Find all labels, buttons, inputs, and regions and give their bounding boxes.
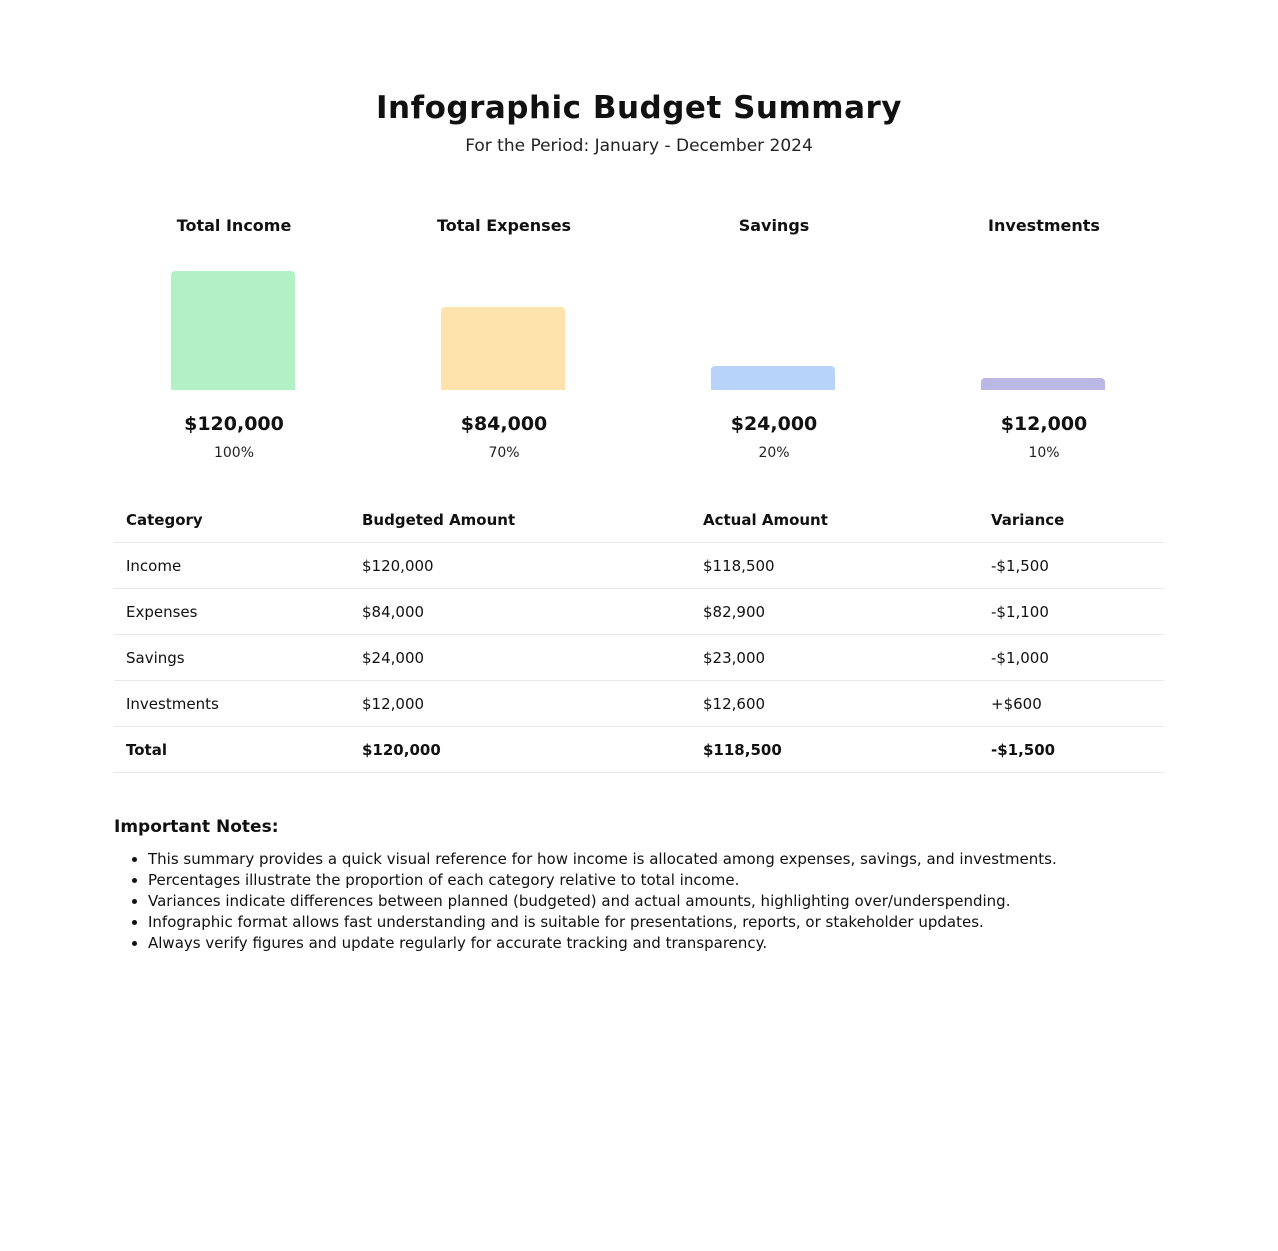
table-cell: $12,000 — [350, 681, 691, 727]
table-row — [114, 543, 1164, 589]
bar-area — [924, 248, 1164, 390]
list-item: • Infographic format allows fast understanding and is suitable for presentations, reports, or stakeholder updates. — [148, 912, 1164, 933]
card-savings — [654, 214, 894, 461]
table-cell: $24,000 — [350, 635, 691, 681]
table-cell: $23,000 — [691, 635, 979, 681]
page-subtitle: For the Period: January - December 2024 — [465, 136, 813, 156]
card-total-income — [114, 214, 354, 461]
bar-area — [114, 248, 354, 390]
bar-total-income — [171, 271, 295, 390]
table-row — [114, 681, 1164, 727]
budget-chart — [114, 214, 1164, 461]
column-header: Actual Amount — [691, 497, 979, 543]
table-cell: $120,000 — [350, 727, 691, 773]
card-title: Total Income — [176, 216, 292, 235]
table-cell: Expenses — [114, 589, 350, 635]
table-row — [114, 635, 1164, 681]
notes-title: Important Notes: — [114, 817, 279, 837]
table-cell: Savings — [114, 635, 350, 681]
table-cell: $118,500 — [691, 727, 979, 773]
card-title: Savings — [738, 216, 810, 235]
notes-list — [114, 849, 1164, 954]
table-cell: -$1,000 — [979, 635, 1164, 681]
table-row — [114, 589, 1164, 635]
list-item: • Variances indicate differences between planned (budgeted) and actual amounts, highlighting over/underspending. — [148, 891, 1164, 912]
page — [114, 0, 1164, 954]
card-title: Investments — [988, 216, 1100, 235]
card-investments — [924, 214, 1164, 461]
card-value: $84,000 — [460, 413, 548, 435]
table-cell: -$1,500 — [979, 727, 1164, 773]
bar-area — [384, 248, 624, 390]
card-title: Total Expenses — [436, 216, 572, 235]
bar-total-expenses — [441, 307, 565, 390]
list-item: • Percentages illustrate the proportion of each category relative to total income. — [148, 870, 1164, 891]
bar-investments — [981, 378, 1105, 390]
card-total-expenses — [384, 214, 624, 461]
table-cell: $118,500 — [691, 543, 979, 589]
card-percent: 20% — [758, 445, 790, 461]
table-cell: Investments — [114, 681, 350, 727]
column-header: Budgeted Amount — [350, 497, 691, 543]
card-value: $12,000 — [1000, 413, 1088, 435]
table-cell: $12,600 — [691, 681, 979, 727]
table-cell: $120,000 — [350, 543, 691, 589]
table-cell: Total — [114, 727, 350, 773]
column-header: Category — [114, 497, 350, 543]
card-value: $120,000 — [184, 413, 284, 435]
budget-table — [114, 497, 1164, 773]
table-header-row — [114, 497, 1164, 543]
bar-savings — [711, 366, 835, 390]
table-cell: Income — [114, 543, 350, 589]
bar-area — [654, 248, 894, 390]
card-percent: 10% — [1028, 445, 1060, 461]
table-total-row — [114, 727, 1164, 773]
table-cell: +$600 — [979, 681, 1164, 727]
table-cell: $84,000 — [350, 589, 691, 635]
table-cell: $82,900 — [691, 589, 979, 635]
table-cell: -$1,500 — [979, 543, 1164, 589]
column-header: Variance — [979, 497, 1164, 543]
card-percent: 100% — [213, 445, 255, 461]
card-value: $24,000 — [730, 413, 818, 435]
page-title: Infographic Budget Summary — [376, 90, 902, 126]
list-item: • This summary provides a quick visual reference for how income is allocated among expenses, savings, and investments. — [148, 849, 1164, 870]
list-item: • Always verify figures and update regularly for accurate tracking and transparency. — [148, 933, 1164, 954]
card-percent: 70% — [488, 445, 520, 461]
table-cell: -$1,100 — [979, 589, 1164, 635]
